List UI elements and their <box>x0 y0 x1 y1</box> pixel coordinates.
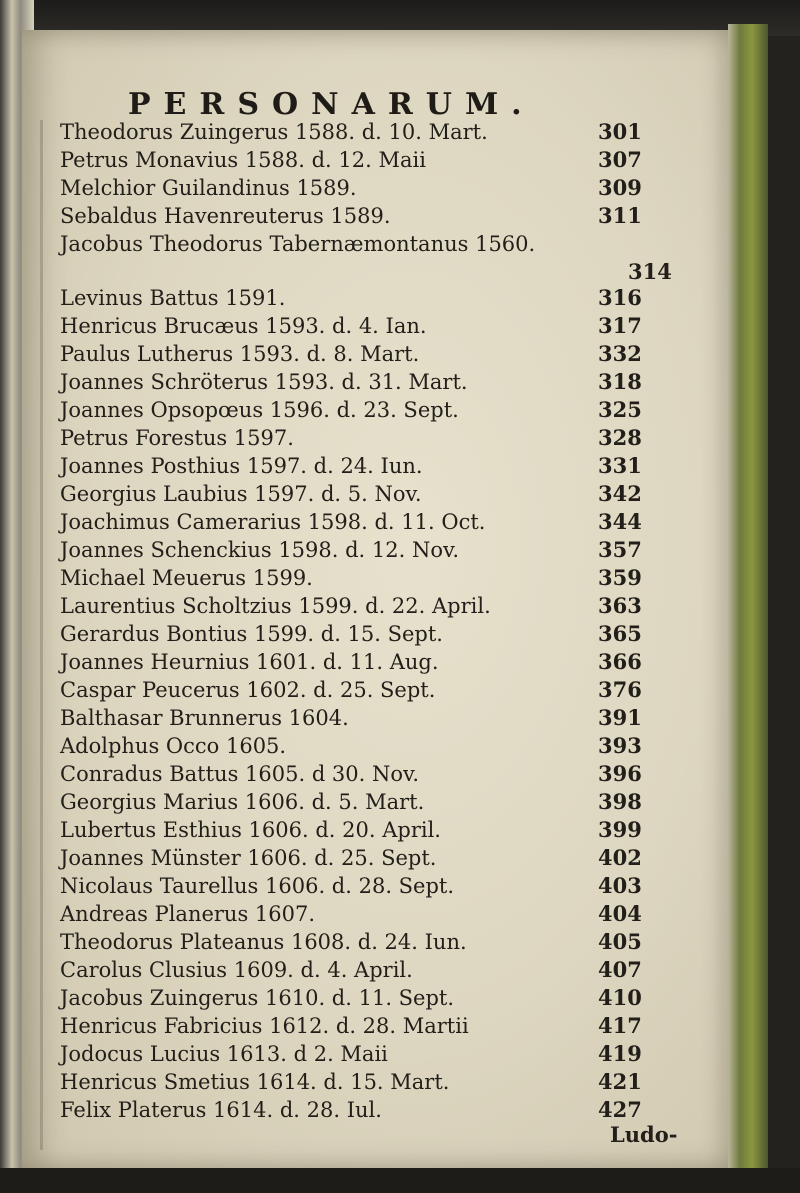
entry-page: 332 <box>598 341 642 366</box>
entry-page: 396 <box>598 761 642 786</box>
entry-name: Henricus Brucæus 1593. d. 4. Ian. <box>60 314 427 338</box>
entry-page: 317 <box>598 313 642 338</box>
index-entry <box>60 424 680 452</box>
entry-page: 405 <box>598 929 642 954</box>
index-entry <box>60 620 680 648</box>
entry-name: Andreas Planerus 1607. <box>60 902 316 926</box>
index-entry <box>60 956 680 984</box>
entry-name: Georgius Laubius 1597. d. 5. Nov. <box>60 482 422 506</box>
right-binding-edge <box>728 24 768 1174</box>
bottom-shadow-band <box>0 1168 800 1193</box>
entry-name: Adolphus Occo 1605. <box>60 734 287 758</box>
entry-name: Joannes Opsopœus 1596. d. 23. Sept. <box>60 398 459 422</box>
index-entry <box>60 284 680 312</box>
index-entry <box>60 1012 680 1040</box>
index-entry <box>60 202 680 230</box>
entry-page: 357 <box>598 537 642 562</box>
index-entry <box>60 760 680 788</box>
entry-page: 407 <box>598 957 642 982</box>
entry-page: 365 <box>598 621 642 646</box>
entry-page: 301 <box>598 119 642 144</box>
index-entry <box>60 704 680 732</box>
index-entry <box>60 396 680 424</box>
index-entry <box>60 312 680 340</box>
entry-page: 316 <box>598 285 642 310</box>
entry-name: Theodorus Zuingerus 1588. d. 10. Mart. <box>60 120 488 144</box>
entry-page: 427 <box>598 1097 642 1122</box>
index-entry <box>60 1068 680 1096</box>
entry-page: 325 <box>598 397 642 422</box>
entry-page: 359 <box>598 565 642 590</box>
index-entry <box>60 900 680 928</box>
index-entry <box>60 146 680 174</box>
index-entry <box>60 174 680 202</box>
entry-name: Henricus Fabricius 1612. d. 28. Martii <box>60 1014 469 1038</box>
entry-page: 363 <box>598 593 642 618</box>
entry-page: 376 <box>598 677 642 702</box>
index-entry <box>60 368 680 396</box>
catchword: Ludo- <box>610 1122 678 1147</box>
entry-page: 311 <box>598 203 642 228</box>
entry-page: 419 <box>598 1041 642 1066</box>
entry-name: Levinus Battus 1591. <box>60 286 286 310</box>
entry-name: Joannes Heurnius 1601. d. 11. Aug. <box>60 650 439 674</box>
entry-page: 393 <box>598 733 642 758</box>
entry-name: Conradus Battus 1605. d 30. Nov. <box>60 762 420 786</box>
entry-name: Georgius Marius 1606. d. 5. Mart. <box>60 790 425 814</box>
index-entry <box>60 648 680 676</box>
entry-page: 398 <box>598 789 642 814</box>
index-entry <box>60 788 680 816</box>
entry-page: 344 <box>598 509 642 534</box>
entry-name: Paulus Lutherus 1593. d. 8. Mart. <box>60 342 420 366</box>
index-entry <box>60 984 680 1012</box>
entry-page: 331 <box>598 453 642 478</box>
entry-name: Michael Meuerus 1599. <box>60 566 313 590</box>
index-entry <box>60 1096 680 1124</box>
entry-page: 402 <box>598 845 642 870</box>
entry-name: Carolus Clusius 1609. d. 4. April. <box>60 958 413 982</box>
entry-name: Laurentius Scholtzius 1599. d. 22. April. <box>60 594 491 618</box>
entry-name: Jodocus Lucius 1613. d 2. Maii <box>60 1042 388 1066</box>
entry-name: Felix Platerus 1614. d. 28. Iul. <box>60 1098 382 1122</box>
entry-page: 318 <box>598 369 642 394</box>
index-entry <box>60 340 680 368</box>
entry-name: Joannes Posthius 1597. d. 24. Iun. <box>60 454 423 478</box>
entry-name: Balthasar Brunnerus 1604. <box>60 706 349 730</box>
margin-rule <box>40 120 43 1150</box>
index-entry <box>60 118 680 146</box>
entry-page: 328 <box>598 425 642 450</box>
index-entry <box>60 536 680 564</box>
index-entry <box>60 844 680 872</box>
entry-page: 391 <box>598 705 642 730</box>
index-entry <box>60 592 680 620</box>
entry-name: Joannes Schenckius 1598. d. 12. Nov. <box>60 538 460 562</box>
index-entry <box>60 452 680 480</box>
index-entry <box>60 676 680 704</box>
entry-name: Petrus Forestus 1597. <box>60 426 294 450</box>
entry-page: 403 <box>598 873 642 898</box>
entry-name: Melchior Guilandinus 1589. <box>60 176 357 200</box>
entry-page: 342 <box>598 481 642 506</box>
index-entry <box>60 1040 680 1068</box>
entry-page: 366 <box>598 649 642 674</box>
entry-name: Lubertus Esthius 1606. d. 20. April. <box>60 818 441 842</box>
index-entry <box>60 732 680 760</box>
entry-page: 309 <box>598 175 642 200</box>
index-entry <box>60 928 680 956</box>
entry-name: Sebaldus Havenreuterus 1589. <box>60 204 391 228</box>
entry-name: Jacobus Theodorus Tabernæmontanus 1560. <box>60 232 536 256</box>
entry-name: Joachimus Camerarius 1598. d. 11. Oct. <box>60 510 486 534</box>
running-header: PERSONARUM. <box>128 87 535 122</box>
entry-name: Joannes Schröterus 1593. d. 31. Mart. <box>60 370 468 394</box>
entry-page: 399 <box>598 817 642 842</box>
index-entry <box>60 872 680 900</box>
entry-name: Caspar Peucerus 1602. d. 25. Sept. <box>60 678 436 702</box>
entry-page: 410 <box>598 985 642 1010</box>
index-entry <box>60 508 680 536</box>
entry-page: 417 <box>598 1013 642 1038</box>
entry-name: Joannes Münster 1606. d. 25. Sept. <box>60 846 437 870</box>
entry-name: Jacobus Zuingerus 1610. d. 11. Sept. <box>60 986 455 1010</box>
entry-name: Nicolaus Taurellus 1606. d. 28. Sept. <box>60 874 455 898</box>
entry-page: 307 <box>598 147 642 172</box>
index-entry <box>60 564 680 592</box>
entry-name: Gerardus Bontius 1599. d. 15. Sept. <box>60 622 443 646</box>
index-entry <box>60 230 710 284</box>
entry-page: 314 <box>628 259 672 284</box>
entry-page: 421 <box>598 1069 642 1094</box>
index-entry <box>60 480 680 508</box>
entry-name: Petrus Monavius 1588. d. 12. Maii <box>60 148 426 172</box>
entry-name: Theodorus Plateanus 1608. d. 24. Iun. <box>60 930 467 954</box>
index-entry <box>60 816 680 844</box>
entry-page: 404 <box>598 901 642 926</box>
entry-name: Henricus Smetius 1614. d. 15. Mart. <box>60 1070 450 1094</box>
